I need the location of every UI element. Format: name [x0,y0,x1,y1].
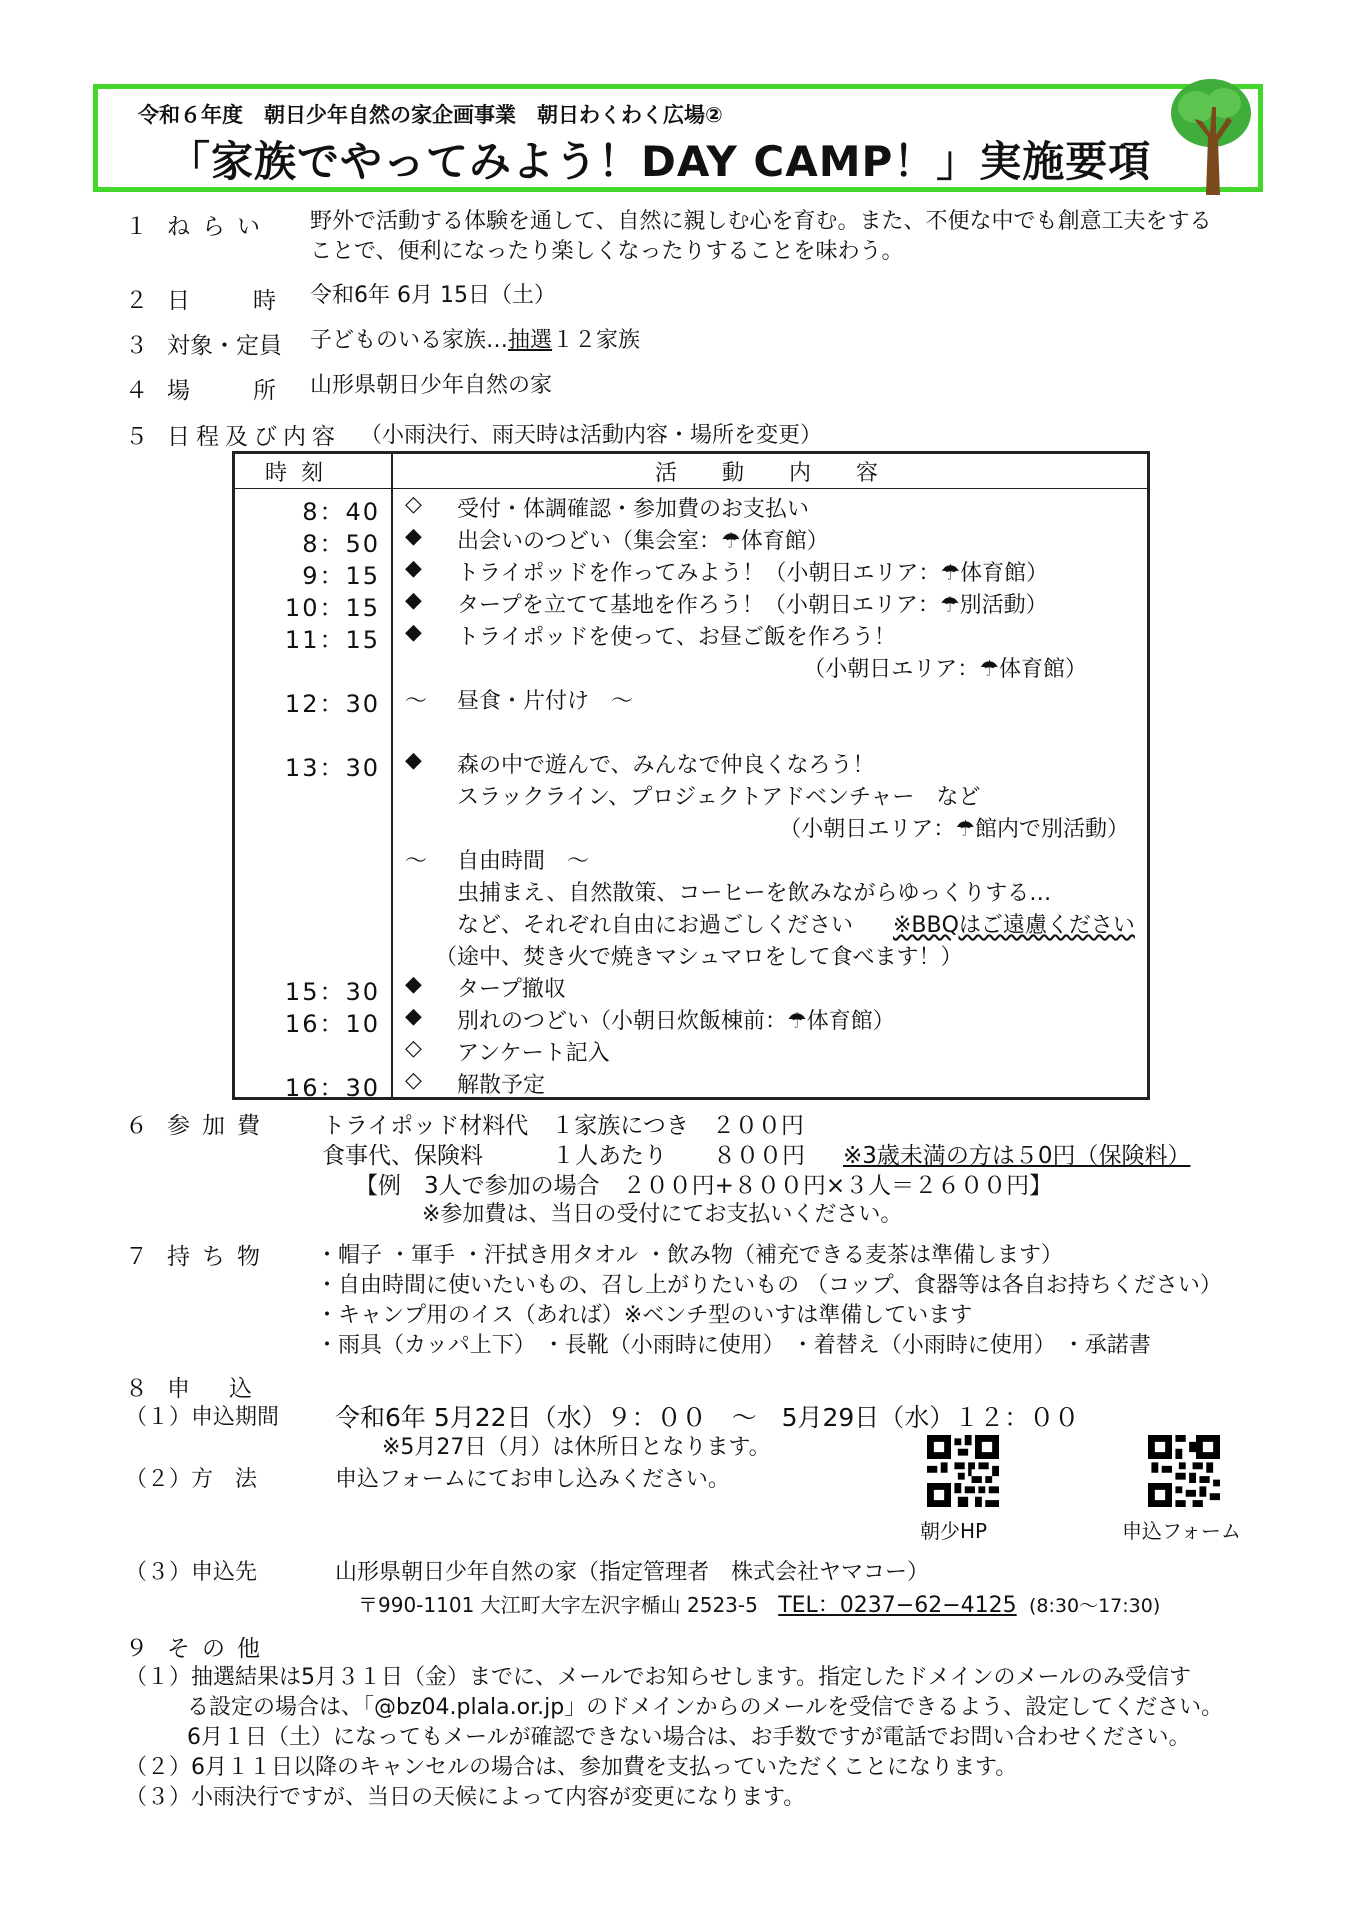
item-line-1: ・帽子 ・軍手 ・汗拭き用タオル ・飲み物（補充できる麦茶は準備します） [316,1243,1063,1268]
rain-note: （小雨決行、雨天時は活動内容・場所を変更） [360,423,823,448]
row-text: （小朝日エリア：☂館内で別活動） [779,817,1129,842]
row-mark: ◆ [405,588,422,613]
lottery-label: 抽選 [508,328,553,353]
qr-homepage-label: 朝少HP [920,1519,988,1543]
row-mark: ◆ [405,556,422,581]
section-label: 日程及び内容 [167,424,341,450]
other-line-1: （１）抽選結果は5月３１日（金）までに、メールでお知らせします。指定したドメインのメールのみ受信す [125,1665,1192,1690]
row-time: 16：10 [284,1010,380,1038]
row-mark: ◇ [405,1036,422,1061]
row-text: 受付・体調確認・参加費のお支払い [457,497,810,522]
section-number: ７ [125,1244,148,1270]
apply-period-label: （１）申込期間 [125,1405,280,1430]
row-mark: ◇ [405,492,422,517]
row-text: 虫捕まえ、自然散策、コーヒーを飲みながらゆっくりする… [457,881,1052,906]
qr-form-label: 申込フォーム [1122,1519,1241,1543]
event-subtitle: 令和６年度 朝日少年自然の家企画事業 朝日わくわく広場② [138,103,723,127]
row-time: 15：30 [284,978,380,1006]
qr-code-form[interactable] [1148,1435,1220,1507]
row-mark: ◆ [405,620,422,645]
row-text: タープを立てて基地を作ろう！（小朝日エリア：☂別活動） [457,593,1048,618]
fee-example: 【例 3人で参加の場合 ２００円+８００円×３人＝２６００円】 [355,1173,1053,1199]
target-text [310,327,640,355]
row-mark: ～ [405,689,428,714]
row-text: スラックライン、プロジェクトアドベンチャー など [457,785,981,810]
row-time: 13：30 [284,754,380,782]
section-label: 持ち物 [167,1244,272,1270]
section-label: 場 所 [167,378,296,404]
row-time: 10：15 [284,594,380,622]
header-activity: 活動内容 [655,461,924,486]
tree-icon [1166,77,1256,195]
event-date: 令和6年 6月 15日（土） [310,283,556,308]
row-text: 別れのつどい（小朝日炊飯棟前：☂体育館） [457,1009,895,1034]
contact-label [125,1555,257,1586]
row-time: 8：50 [302,530,380,558]
aim-text-1: 野外で活動する体験を通して、自然に親しむ心を育む。また、不便な中でも創意工夫をする [310,209,1212,234]
phone-number[interactable]: TEL：0237−62−4125 [778,1593,1017,1618]
section-number: ２ [125,288,148,314]
row-mark: ◇ [405,1068,422,1093]
row-text: 森の中で遊んで、みんなで仲良くなろう！ [457,753,875,778]
row-text: トライポッドを使って、お昼ご飯を作ろう！ [457,625,896,650]
contact-label-text: （３）申込先 [125,1560,258,1585]
row-mark: ◆ [405,748,422,773]
other-line-5: （３）小雨決行ですが、当日の天候によって内容が変更になります。 [125,1785,806,1810]
row-text: （小朝日エリア：☂体育館） [803,657,1087,682]
section-label: 日 時 [167,288,296,314]
venue: 山形県朝日少年自然の家 [310,373,553,398]
address-text: 〒990-1101 大江町大字左沢字楯山 2523-5 [358,1593,758,1617]
row-text: など、それぞれ自由にお過ごしください [457,913,854,938]
row-text: （途中、焚き火で焼きマシュマロをして食べます！） [435,945,963,970]
other-line-2: る設定の場合は、「@bz04.plala.or.jp」のドメインからのメールを受信できるよう、設定してください。 [187,1695,1224,1720]
section-number: ９ [125,1636,148,1662]
row-mark: ～ [405,849,428,874]
bbq-note: ※BBQはご遠慮ください [893,913,1135,938]
row-time: 9：15 [302,562,380,590]
apply-method-label: （２）方 法 [125,1467,258,1492]
page-title: 「家族でやってみよう！DAY CAMP！」実施要項 [168,137,1152,186]
apply-period: 令和6年 5月22日（水）９：００ ～ 5月29日（水）１２：００ [335,1403,1080,1432]
row-time: 8：40 [302,498,380,526]
column-divider [391,454,393,1097]
row-text: 出会いのつどい（集会室：☂体育館） [457,529,829,554]
section-number: ６ [125,1113,148,1139]
row-text: トライポッドを作ってみよう！（小朝日エリア：☂体育館） [457,561,1049,586]
section-label: 申 込 [167,1376,260,1402]
row-mark: ◆ [405,524,422,549]
fee-line-1: トライポッド材料代 １家族につき ２００円 [322,1113,804,1139]
row-mark: ◆ [405,1004,422,1029]
row-mark: ◆ [405,972,422,997]
apply-method: 申込フォームにてお申し込みください。 [335,1467,730,1492]
aim-text-2: ことで、便利になったり楽しくなったりすることを味わう。 [310,239,904,264]
item-line-4: ・雨具（カッパ上下） ・長靴（小雨時に使用） ・着替え（小雨時に使用） ・承諾書 [316,1333,1151,1358]
target-family: 子どものいる家族… [310,328,509,353]
row-text: 自由時間 ～ [457,849,590,874]
row-text: 解散予定 [457,1073,546,1098]
schedule-table [232,451,1150,1100]
header-time: 時刻 [265,461,338,486]
row-text: タープ撤収 [457,977,566,1002]
section-number: ８ [125,1376,148,1402]
section-number: ３ [125,333,148,359]
row-time: 16：30 [284,1074,380,1102]
row-time: 11：15 [284,626,380,654]
contact-address [358,1588,1160,1619]
schedule-header [235,454,1147,489]
section-number: １ [125,214,148,240]
office-hours: (8:30〜17:30) [1029,1595,1161,1617]
item-line-3: ・キャンプ用のイス（あれば）※ベンチ型のいすは準備しています [316,1303,973,1328]
section-label: 対象・定員 [167,333,282,359]
row-text: アンケート記入 [457,1041,610,1066]
fee-payment-note: ※参加費は、当日の受付にてお支払いください。 [422,1202,903,1227]
infant-fee-note: ※3歳未満の方は５0円（保険料） [843,1143,1191,1169]
row-text: 昼食・片付け ～ [457,689,634,714]
section-number: ４ [125,378,148,404]
other-line-3: 6月１日（土）になってもメールが確認できない場合は、お手数ですが電話でお問い合わせください。 [187,1725,1191,1750]
section-label: ねらい [167,214,272,240]
section-label: 参加費 [167,1113,272,1139]
closed-day-note: ※5月27日（月）は休所日となります。 [382,1435,771,1460]
other-line-4: （２）6月１１日以降のキャンセルの場合は、参加費を支払っていただくことになります。 [125,1755,1018,1780]
qr-code-homepage[interactable] [927,1435,999,1507]
item-line-2: ・自由時間に使いたいもの、召し上がりたいもの （コップ、食器等は各自お持ちください） [316,1273,1222,1298]
section-number: ５ [125,424,148,450]
row-time: 12：30 [284,690,380,718]
capacity: １２家族 [552,328,641,353]
section-label: その他 [167,1636,272,1662]
title-banner [93,84,1263,192]
contact-org: 山形県朝日少年自然の家（指定管理者 株式会社ヤマコー） [335,1560,930,1585]
fee-line-2: 食事代、保険料 １人あたり ８００円 [322,1143,805,1169]
